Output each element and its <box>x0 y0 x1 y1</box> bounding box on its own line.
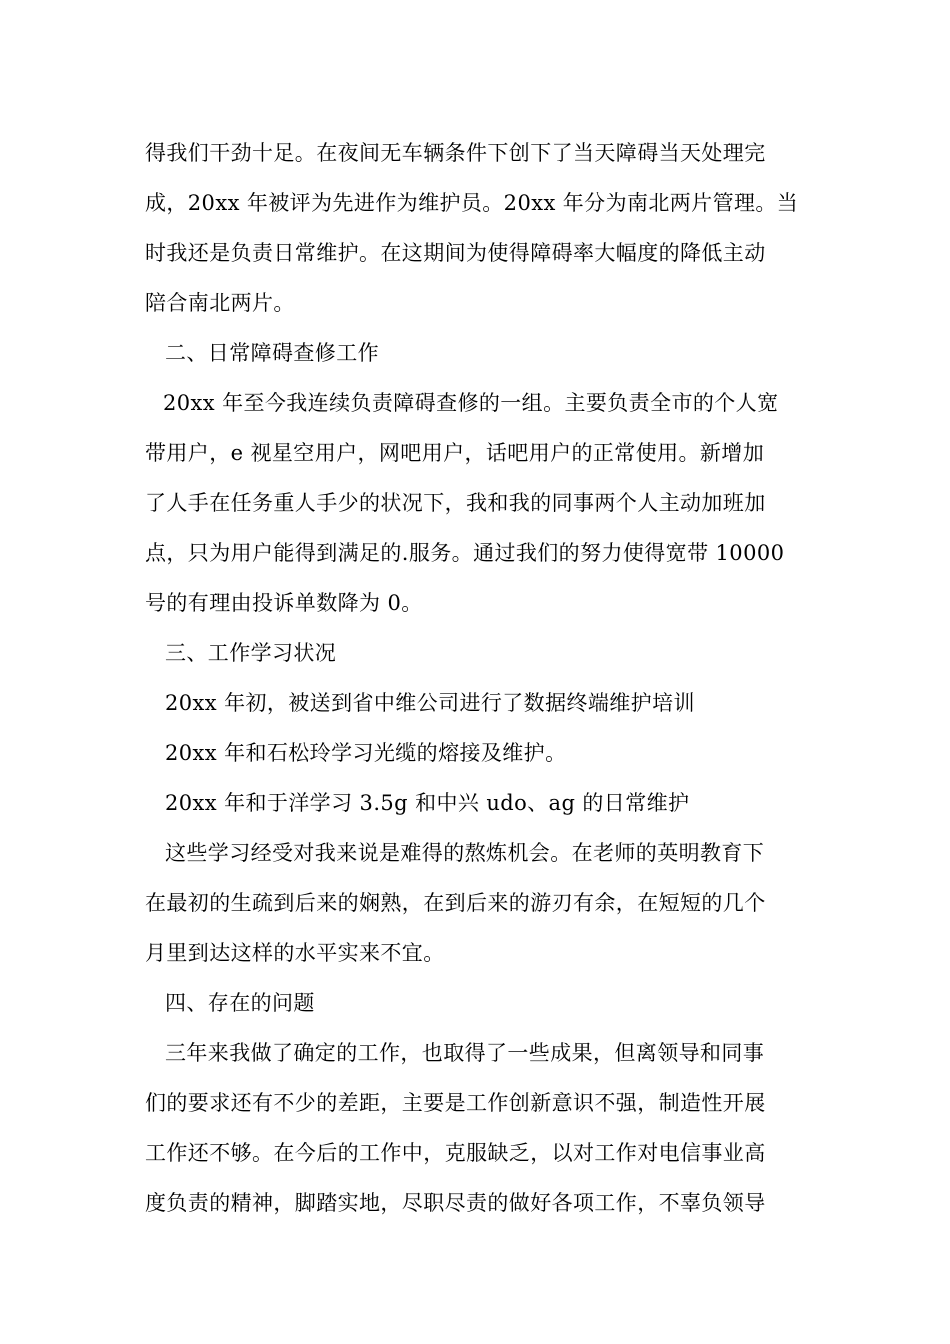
paragraph-line: 陪合南北两片。 <box>145 291 295 315</box>
section-heading: 三、工作学习状况 <box>165 641 337 665</box>
paragraph-line: 这些学习经受对我来说是难得的熬炼机会。在老师的英明教育下 <box>165 841 765 865</box>
paragraph-line: 20xx 年和石松玲学习光缆的熔接及维护。 <box>165 741 567 765</box>
paragraph-line: 点，只为用户能得到满足的.服务。通过我们的努力使得宽带 10000 <box>145 541 785 565</box>
paragraph-line: 号的有理由投诉单数降为 0。 <box>145 591 423 615</box>
section-heading: 二、日常障碍查修工作 <box>165 341 379 365</box>
paragraph-line: 在最初的生疏到后来的娴熟，在到后来的游刃有余，在短短的几个 <box>145 891 766 915</box>
paragraph-line: 20xx 年至今我连续负责障碍查修的一组。主要负责全市的个人宽 <box>163 391 779 415</box>
document-page <box>145 128 810 1228</box>
paragraph-line: 20xx 年初，被送到省中维公司进行了数据终端维护培训 <box>165 691 695 715</box>
paragraph-line: 月里到达这样的水平实来不宜。 <box>145 941 445 965</box>
paragraph-line: 度负责的精神，脚踏实地，尽职尽责的做好各项工作，不辜负领导 <box>145 1191 766 1215</box>
paragraph-line: 工作还不够。在今后的工作中，克服缺乏，以对工作对电信事业高 <box>145 1141 766 1165</box>
paragraph-line: 得我们干劲十足。在夜间无车辆条件下创下了当天障碍当天处理完 <box>145 141 766 165</box>
section-heading: 四、存在的问题 <box>165 991 315 1015</box>
paragraph-line: 们的要求还有不少的差距，主要是工作创新意识不强，制造性开展 <box>145 1091 766 1115</box>
paragraph-line: 成，20xx 年被评为先进作为维护员。20xx 年分为南北两片管理。当 <box>145 191 799 215</box>
paragraph-line: 了人手在任务重人手少的状况下，我和我的同事两个人主动加班加 <box>145 491 766 515</box>
paragraph-line: 三年来我做了确定的工作，也取得了一些成果，但离领导和同事 <box>165 1041 765 1065</box>
paragraph-line: 20xx 年和于洋学习 3.5g 和中兴 udo、ag 的日常维护 <box>165 791 690 815</box>
paragraph-line: 带用户，e 视星空用户，网吧用户，话吧用户的正常使用。新增加 <box>145 441 765 465</box>
paragraph-line: 时我还是负责日常维护。在这期间为使得障碍率大幅度的降低主动 <box>145 241 766 265</box>
